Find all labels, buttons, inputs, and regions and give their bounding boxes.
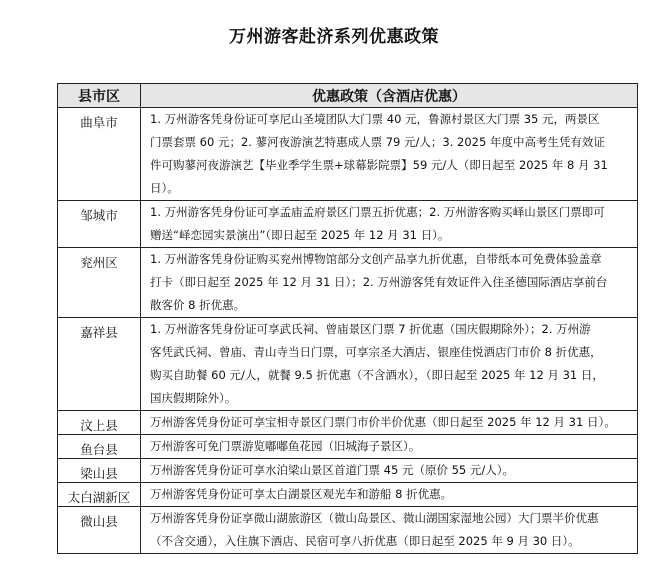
policy-column-header: 优惠政策（含酒店优惠） (141, 84, 638, 108)
policy-text (141, 507, 638, 554)
policy-line: 购买自助餐 60 元/人，就餐 9.5 折优惠（不含酒水），（即日起至 2025 年 12 月 31 日， (150, 368, 604, 382)
policy-text (141, 459, 638, 483)
policy-text (141, 108, 638, 201)
county-name: 汶上县 (58, 411, 141, 435)
policy-text (141, 435, 638, 459)
policy-text (141, 483, 638, 507)
county-name: 微山县 (58, 507, 141, 554)
county-name: 曲阜市 (58, 108, 141, 201)
policy-line: 1. 万州游客凭身份证可享孟庙孟府景区门票五折优惠；2. 万州游客购买峄山景区门票即可 (150, 205, 605, 219)
policy-line: 万州游客凭身份证可享太白湖景区观光车和游船 8 折优惠。 (150, 487, 453, 501)
policy-line: 散客价 8 折优惠。 (150, 298, 246, 312)
table-row (58, 411, 638, 435)
county-name: 兖州区 (58, 248, 141, 318)
policy-line: 1. 万州游客凭身份证可享武氏祠、曾庙景区门票 7 折优惠（国庆假期除外）；2. 万州游 (150, 322, 591, 336)
table-row (58, 507, 638, 554)
policy-line: 1. 万州游客凭身份证可享尼山圣境团队大门票 40 元，鲁源村景区大门票 35 元，两景区 (150, 112, 600, 126)
policy-line: 门票套票 60 元；2. 蓼河夜游演艺特惠成人票 79 元/人；3. 2025 年度中高考生凭有效证 (150, 135, 605, 149)
policy-line: 客凭武氏祠、曾庙、青山寺当日门票，可享宗圣大酒店、银座佳悦酒店门市价 8 折优惠， (150, 345, 602, 359)
table-row (58, 483, 638, 507)
policy-line: 万州游客凭身份证可享水泊梁山景区首道门票 45 元（原价 55 元/人）。 (150, 463, 515, 477)
policy-line: 件可购蓼河夜游演艺【毕业季学生票+球幕影院票】59 元/人（即日起至 2025 年 8 月 31 (150, 158, 608, 172)
table-row (58, 108, 638, 201)
policy-text (141, 411, 638, 435)
policy-table (57, 83, 638, 554)
table-row (58, 201, 638, 248)
policy-line: 日）。 (150, 181, 179, 195)
county-name: 邹城市 (58, 201, 141, 248)
policy-line: 国庆假期除外）。 (150, 391, 237, 405)
county-name: 太白湖新区 (58, 483, 141, 507)
policy-text (141, 318, 638, 411)
county-name: 嘉祥县 (58, 318, 141, 411)
county-name: 梁山县 (58, 459, 141, 483)
policy-line: 1. 万州游客凭身份证购买兖州博物馆部分文创产品享九折优惠，自带纸本可免费体验盖章 (150, 252, 602, 266)
county-name: 鱼台县 (58, 435, 141, 459)
table-row (58, 318, 638, 411)
policy-text (141, 248, 638, 318)
page-title: 万州游客赴济系列优惠政策 (229, 27, 439, 47)
policy-line: 万州游客凭身份证可享宝相寺景区门票门市价半价优惠（即日起至 2025 年 12 月 31 日）。 (150, 415, 616, 429)
table-row (58, 248, 638, 318)
table-row (58, 435, 638, 459)
table-header-row (58, 84, 638, 108)
policy-line: 万州游客可免门票游览嘟嘟鱼花园（旧城海子景区）。 (150, 439, 421, 453)
policy-line: （不含交通），入住旗下酒店、民宿可享八折优惠（即日起至 2025 年 9 月 30 日）。 (150, 534, 580, 548)
policy-line: 万州游客凭身份证享微山湖旅游区（微山岛景区、微山湖国家湿地公园）大门票半价优惠 (150, 511, 599, 525)
policy-text (141, 201, 638, 248)
table-row (58, 459, 638, 483)
policy-line: 赠送“峄恋园实景演出”（即日起至 2025 年 12 月 31 日）。 (150, 228, 450, 242)
county-column-header: 县市区 (58, 84, 141, 108)
policy-line: 打卡（即日起至 2025 年 12 月 31 日）；2. 万州游客凭有效证件入住圣德国际酒店享前台 (150, 275, 608, 289)
